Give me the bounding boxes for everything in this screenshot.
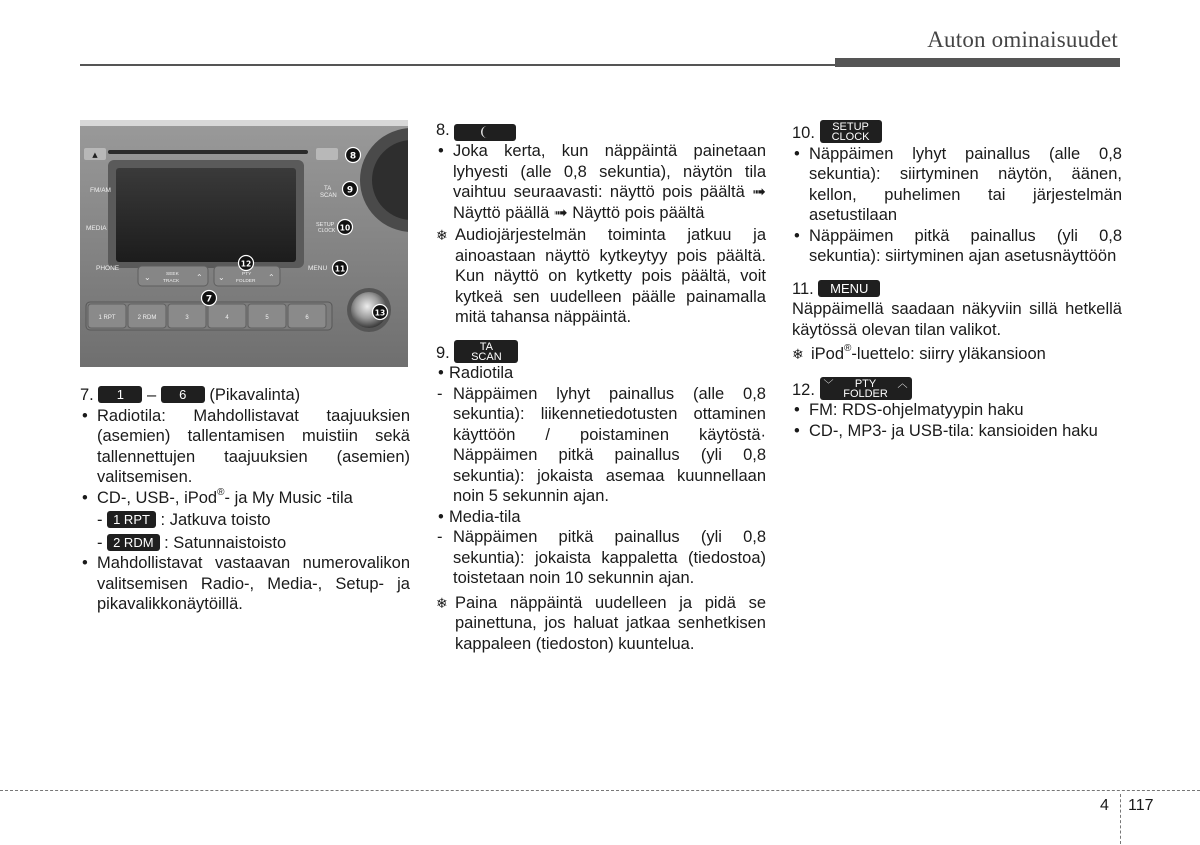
svg-text:⌄: ⌄ <box>144 273 151 282</box>
item-10-bullet-long: • Näppäimen pitkä painallus (yli 0,8 sekuntia): siirtyminen ajan asetusnäyttöön <box>792 226 1122 267</box>
footer-dashed-rule <box>0 790 1200 791</box>
chevron-up-icon: ︿ <box>897 378 908 390</box>
item-10-bullet-short: • Näppäimen lyhyt painallus (alle 0,8 sekuntia): siirtyminen näytön, äänen, kellon, puhelimen tai järjestelmän asetustilaan <box>792 144 1122 226</box>
callout-number: 9 <box>346 185 354 196</box>
item-7-number: 7. <box>80 386 94 404</box>
seek-label: SEEK <box>166 272 179 277</box>
preset-6-button: 6 <box>161 386 205 403</box>
item-7-bullet-menu: • Mahdollistavat vastaavan numerovalikon valitsemisen Radio-, Media-, Setup- ja pikavalikkonäytöillä. <box>80 553 410 615</box>
preset-button-label: 5 <box>265 315 269 321</box>
ta-label: TA <box>324 186 332 192</box>
clock-text: CLOCK <box>831 131 870 143</box>
item-7-dash: – <box>146 386 157 404</box>
item-7-heading <box>80 385 410 406</box>
item-8-number: 8. <box>436 121 450 139</box>
fm-am-label: FM/AM <box>90 187 111 194</box>
phone-label: PHONE <box>96 265 120 272</box>
radio-mode-dash: - Näppäimen lyhyt painallus (alle 0,8 sekuntia): liikennetiedotusten ottaminen käyttöön / poistaminen käytöstä· Näppäimen pitkä painallus (yli 0,8 sekuntia): jokaista asemaa kuunnellaan noin 5 sekunnin ajan. <box>436 384 766 507</box>
media-label: MEDIA <box>86 225 107 232</box>
registered-mark: ® <box>217 486 225 498</box>
track-label: TRACK <box>163 279 180 284</box>
audio-unit-figure <box>80 120 408 367</box>
item-10-heading <box>792 120 1122 144</box>
column-1 <box>80 385 410 615</box>
chevron-down-icon: ﹀ <box>823 379 834 391</box>
rdm-line: - 2 RDM : Satunnaistoisto <box>97 533 287 552</box>
crescent-moon-icon <box>454 124 516 141</box>
page-number: 117 <box>1128 797 1154 814</box>
preset-button-label: 6 <box>305 315 309 321</box>
ta-text: TA <box>479 340 493 353</box>
rpt-line: - 1 RPT : Jatkuva toisto <box>97 511 271 529</box>
item-10-number: 10. <box>792 124 815 142</box>
scan-text: SCAN <box>471 350 502 363</box>
callout-number: 11 <box>334 264 346 274</box>
item-11-note <box>792 344 1122 365</box>
radio-mode-heading: • Radiotila <box>436 363 766 384</box>
bullet-media-post: - ja My Music -tila <box>224 488 353 507</box>
rdm-button: 2 RDM <box>107 534 159 551</box>
setup-label: SETUP <box>316 222 335 228</box>
preset-button-label: 3 <box>185 315 189 321</box>
note-ipod: iPod <box>811 345 845 363</box>
item-8-heading <box>436 120 766 141</box>
item-7-bullet-media <box>80 488 410 509</box>
item-11-heading <box>792 279 1122 300</box>
bullet-media-pre: CD-, USB-, iPod <box>97 488 218 507</box>
setup-text: SETUP <box>832 121 869 133</box>
scan-label: SCAN <box>320 193 337 199</box>
item-12-heading <box>792 377 1122 401</box>
preset-button-label: 1 RPT <box>98 315 116 321</box>
rpt-text: : Jatkuva toisto <box>155 511 271 529</box>
preset-1-button: 1 <box>98 386 142 403</box>
footer-separator <box>1120 794 1121 844</box>
callout-number: 13 <box>374 308 386 318</box>
svg-text:⌃: ⌃ <box>268 273 275 282</box>
rdm-text: : Satunnaistoisto <box>159 533 287 552</box>
item-8-note: ❄ Audiojärjestelmän toiminta jatkuu ja ainoastaan näyttö kytkeytyy pois päältä. Kun näyttö on kytketty pois päältä, voit kytkeä sen uudelleen päälle painamalla mitä tahansa näppäintä. <box>436 225 766 328</box>
media-mode-dash: - Näppäimen pitkä painallus (yli 0,8 sekuntia): jokaista kappaletta (tiedostoa) toistetaan noin 10 sekunnin ajan. <box>436 527 766 589</box>
preset-button-label: 2 RDM <box>137 315 157 321</box>
preset-button-label: 4 <box>225 315 229 321</box>
callout-number: 10 <box>339 223 351 233</box>
svg-text:⌄: ⌄ <box>218 273 225 282</box>
item-9-number: 9. <box>436 343 450 362</box>
item-7-title: (Pikavalinta) <box>209 386 301 404</box>
folder-label: FOLDER <box>236 279 256 284</box>
header-rule-thick <box>835 58 1120 67</box>
item-9-heading <box>436 340 766 364</box>
pty-text: PTY <box>854 377 877 390</box>
column-2 <box>436 120 766 654</box>
clock-label: CLOCK <box>318 228 336 234</box>
column-3 <box>792 120 1122 441</box>
registered-mark: ® <box>844 343 852 354</box>
item-12-bullet-fm: • FM: RDS-ohjelmatyypin haku <box>792 400 1122 421</box>
item-12-number: 12. <box>792 380 815 399</box>
chapter-number: 4 <box>1100 797 1109 814</box>
page-header-title: Auton ominaisuudet <box>927 27 1118 52</box>
item-11-number: 11. <box>792 279 814 298</box>
note-text: -luettelo: siirry yläkansioon <box>851 345 1046 363</box>
rpt-button: 1 RPT <box>107 511 156 528</box>
pty-label: PTY <box>242 272 252 277</box>
setup-clock-button <box>820 120 882 143</box>
item-11-text: Näppäimellä saadaan näkyviin sillä hetkellä käytössä olevan tilan valikot. <box>792 300 1122 339</box>
callout-number: 12 <box>240 259 252 269</box>
header-rule-thin <box>80 64 835 66</box>
item-12-bullet-cd: • CD-, MP3- ja USB-tila: kansioiden haku <box>792 421 1122 442</box>
item-9-note: ❄ Paina näppäintä uudelleen ja pidä se painettuna, jos haluat jatkaa senhetkisen kappaleen (tiedoston) kuuntelua. <box>436 593 766 655</box>
menu-button: MENU <box>818 280 880 297</box>
svg-text:▲: ▲ <box>92 151 98 159</box>
pty-folder-button <box>820 377 912 400</box>
media-mode-heading: • Media-tila <box>436 507 766 528</box>
folder-text: FOLDER <box>843 387 888 400</box>
item-8-bullet: • Joka kerta, kun näppäintä painetaan lyhyesti (alle 0,8 sekuntia), näytön tila vaihtuu seuraavasti: näyttö pois päältä ➟ Näyttö päällä ➟ Näyttö pois päältä <box>436 141 766 223</box>
ta-scan-button <box>454 340 518 363</box>
svg-text:⌃: ⌃ <box>196 273 203 282</box>
callout-number: 8 <box>349 151 357 162</box>
menu-label: MENU <box>308 265 328 272</box>
callout-number: 7 <box>205 294 213 305</box>
item-7-bullet-radio: • Radiotila: Mahdollistavat taajuuksien (asemien) tallentamisen muistiin sekä tallennettujen taajuuksien (asemien) valitsemisen. <box>80 406 410 488</box>
